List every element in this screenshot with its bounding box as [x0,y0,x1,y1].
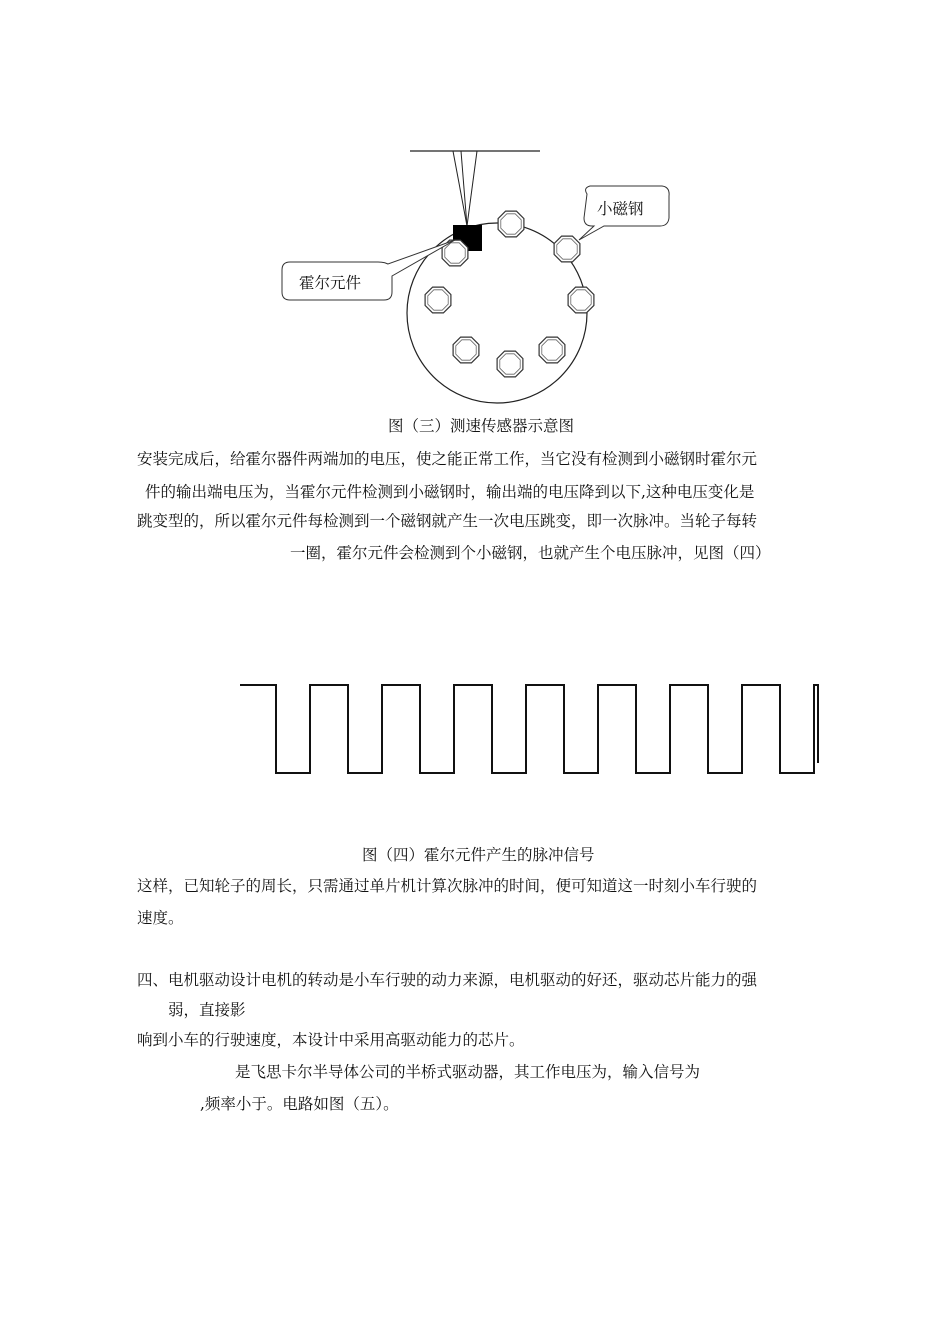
magnet-octagon [568,287,594,313]
magnet-label: 小磁钢 [597,200,644,218]
section4-line5: ,频率小于。电路如图（五）。 [200,1095,399,1113]
para2-line1: 这样，已知轮子的周长，只需通过单片机计算次脉冲的时间，便可知道这一时刻小车行驶的 [137,877,758,895]
para2-line2: 速度。 [137,909,184,927]
para1-line4: 一圈，霍尔元件会检测到个小磁钢，也就产生个电压脉冲，见图（四） [290,544,771,562]
section4-line4: 是飞思卡尔半导体公司的半桥式驱动器，其工作电压为，输入信号为 [235,1063,701,1081]
magnet-octagon [539,337,565,363]
beam-line [467,151,477,226]
figure3-caption: 图（三）测速传感器示意图 [388,417,575,435]
beam-line [453,151,467,226]
magnet-octagon [497,351,523,377]
section4-line3: 响到小车的行驶速度，本设计中采用高驱动能力的芯片。 [137,1031,525,1049]
figure4-caption: 图（四）霍尔元件产生的脉冲信号 [362,846,595,864]
magnet-octagon [498,211,524,237]
pulse-signal-chart [0,680,950,800]
section4-line1: 四、电机驱动设计电机的转动是小车行驶的动力来源，电机驱动的好还，驱动芯片能力的强 [137,971,758,989]
pulse-waveform [240,685,818,773]
magnet-octagon [453,337,479,363]
para1-line2: 件的输出端电压为，当霍尔元件检测到小磁钢时，输出端的电压降到以下,这种电压变化是 [145,483,755,501]
sensor-diagram [0,0,950,420]
section4-line2: 弱，直接影 [168,1001,246,1019]
magnet-octagon [425,287,451,313]
magnet-octagon [554,236,580,262]
beam-line [461,151,467,226]
para1-line3: 跳变型的，所以霍尔元件每检测到一个磁钢就产生一次电压跳变，即一次脉冲。当轮子每转 [137,512,758,530]
para1-line1: 安装完成后，给霍尔器件两端加的电压，使之能正常工作，当它没有检测到小磁钢时霍尔元 [137,450,758,468]
hall-label: 霍尔元件 [299,274,362,292]
